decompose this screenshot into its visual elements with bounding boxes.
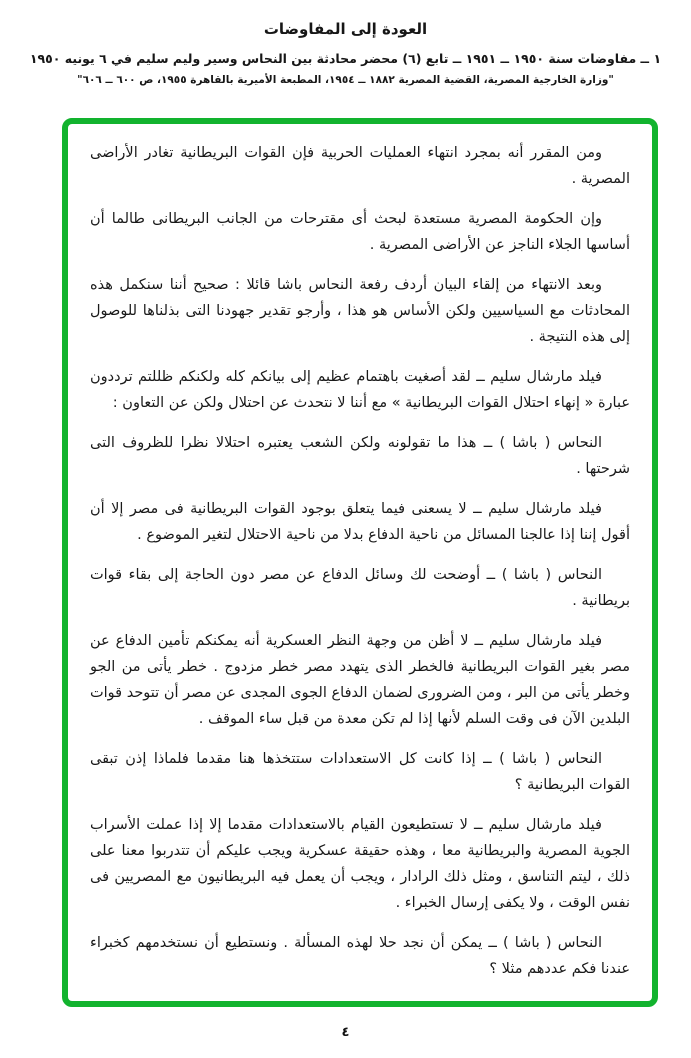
citation-line: "وزارة الخارجية المصرية، القضية المصرية ١٨٨٢ ــ ١٩٥٤، المطبعة الأميرية بالقاهرة ١٩٥٥، ص ٦٠٠ ــ ٦٠٦" bbox=[77, 74, 614, 86]
paragraph-body: وبعد الانتهاء من إلقاء البيان أردف رفعة النحاس باشا قائلا : صحيح أننا سنكمل هذه المحادثات مع السياسيين ولكن الأساس هو هذا ، وأرجو تقدير جهودنا التى بذلناها للوصول إلى هذه النتيجة . bbox=[90, 277, 630, 345]
paragraph-dialogue-nahhas: النحاس ( باشا ) ــ هذا ما تقولونه ولكن الشعب يعتبره احتلالا نظرا للظروف التى شرحتها . bbox=[90, 435, 630, 477]
paragraph-dialogue-nahhas: النحاس ( باشا ) ــ إذا كانت كل الاستعدادات ستتخذها هنا مقدما فلماذا إذن تبقى القوات البريطانية ؟ bbox=[90, 751, 630, 793]
paragraph-body: وإن الحكومة المصرية مستعدة لبحث أى مقترحات من الجانب البريطانى طالما أن أساسها الجلاء الناجز عن الأراضى المصرية . bbox=[90, 211, 630, 253]
section-heading: ١ ــ مفاوضات سنة ١٩٥٠ ــ ١٩٥١ ــ تابع (٦) محضر محادثة بين النحاس وسير وليم سليم في ٦ يونيه ١٩٥٠ bbox=[29, 51, 662, 66]
paragraph-dialogue-selim: فيلد مارشال سليم ــ لقد أصغيت باهتمام عظيم إلى بيانكم كله ولكنكم ظللتم ترددون عبارة « إنهاء احتلال القوات البريطانية » مع أننا لا نتحدث عن احتلال ولكن عن التعاون : bbox=[90, 369, 630, 411]
page-header bbox=[0, 0, 691, 86]
paragraph-dialogue-nahhas: النحاس ( باشا ) ــ يمكن أن نجد حلا لهذه المسألة . ونستطيع أن نستخدمهم كخبراء عندنا فكم عددهم مثلا ؟ bbox=[90, 935, 630, 977]
paragraph-dialogue-nahhas: النحاس ( باشا ) ــ أوضحت لك وسائل الدفاع عن مصر دون الحاجة إلى بقاء قوات بريطانية . bbox=[90, 567, 630, 609]
page-title: العودة إلى المفاوضات bbox=[263, 20, 428, 38]
paragraph-dialogue-selim: فيلد مارشال سليم ــ لا أظن من وجهة النظر العسكرية أنه يمكنكم تأمين الدفاع عن مصر بغير القوات البريطانية فالخطر الذى يتهدد مصر خطر مزدوج . خطر يأتى من الجو وخطر يأتى من البر ، ومن الضرورى لضمان الدفاع الجوى المجدى عن مصر أن تتوحد قوات البلدين الآن فى وقت السلم لأنها إذا لم تكن معدة من قبل ساء الموقف . bbox=[90, 633, 630, 727]
highlighted-content-box bbox=[62, 118, 658, 1007]
page-number: ٤ bbox=[341, 1025, 350, 1040]
paragraph-body: ومن المقرر أنه بمجرد انتهاء العمليات الحربية فإن القوات البريطانية تغادر الأراضى المصرية . bbox=[90, 145, 630, 187]
paragraph-dialogue-selim: فيلد مارشال سليم ــ لا يسعنى فيما يتعلق بوجود القوات البريطانية فى مصر إلا أن أقول إننا إذا عالجنا المسائل من ناحية الدفاع بدلا من ناحية الاحتلال لتغير الموضوع . bbox=[90, 501, 630, 543]
paragraph-dialogue-selim: فيلد مارشال سليم ــ لا تستطيعون القيام بالاستعدادات مقدما إلا إذا عملت الأسراب الجوية المصرية والبريطانية معا ، وهذه حقيقة عسكرية ويجب عليكم أن تتدربوا معنا على ذلك ، ليتم التناسق ، ومثل ذلك الرادار ، ويجب أن يعمل فيه البريطانيون مع المصريين فى نفس الوقت ، ولا يكفى إرسال الخبراء . bbox=[90, 817, 630, 911]
